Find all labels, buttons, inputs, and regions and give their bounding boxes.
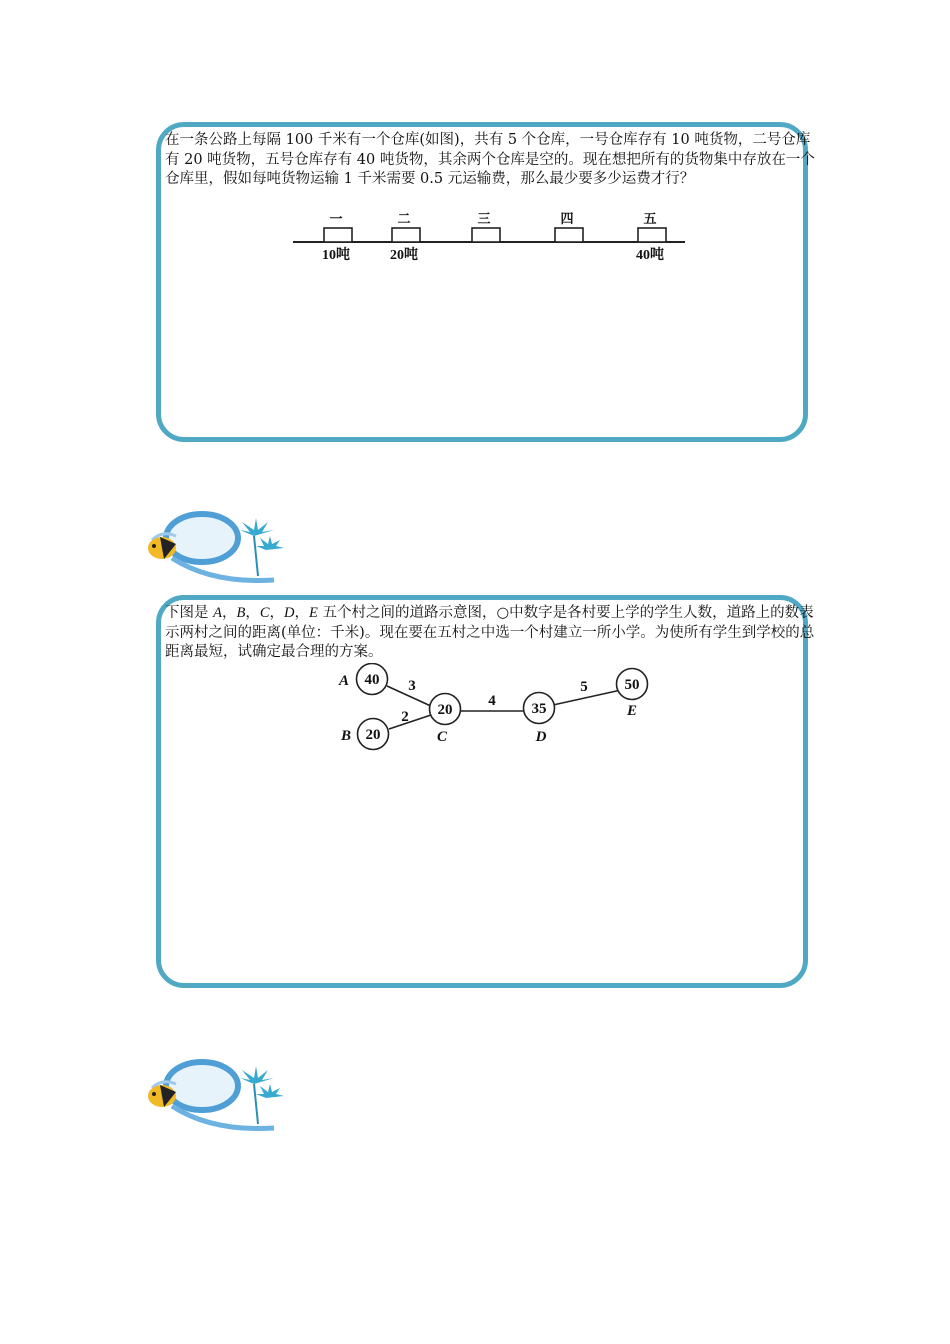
question-card-1 xyxy=(156,122,815,442)
village-A xyxy=(338,664,388,695)
village-E-name: E xyxy=(626,703,638,719)
question-2-text: 下图是 A，B，C，D，E 五个村之间的道路示意图，○中数字是各村要上学的学生人数，道路上的数表示两村之间的距离(单位：千米)。现在要在五村之中选一个村建立一所小学。为使所有学生到学校的总距离最短，试确定最合理的方案。 xyxy=(165,605,815,660)
village-D-students: 35 xyxy=(531,701,547,717)
palm-tree-icon xyxy=(240,518,284,576)
village-B-name: B xyxy=(340,728,352,744)
village-D-name: D xyxy=(535,729,547,745)
question-1-text: 在一条公路上每隔 100 千米有一个仓库(如图)，共有 5 个仓库，一号仓库存有 10 吨货物，二号仓库有 20 吨货物，五号仓库存有 40 吨货物，其余两个仓库是空的。现在想把所有的货物集中存放在一个仓库里，假如每吨货物运输 1 千米需要 0.5 元运输费，那么最少要多少运费才行？ xyxy=(165,132,815,187)
village-C-name: C xyxy=(436,729,448,745)
road-D-E-distance: 5 xyxy=(580,679,588,695)
village-D xyxy=(524,693,555,746)
road-B-C-distance: 2 xyxy=(401,709,409,725)
village-A-students: 40 xyxy=(364,672,380,688)
village-road-diagram xyxy=(331,663,651,758)
warehouse-2 xyxy=(390,211,420,263)
road-C-D-distance: 4 xyxy=(488,693,496,709)
village-C-students: 20 xyxy=(437,702,453,718)
road-B-C xyxy=(389,715,431,729)
village-E xyxy=(617,669,648,720)
fish-icon xyxy=(148,1085,176,1107)
village-C xyxy=(430,694,461,746)
decoration-fish-palm-1 xyxy=(142,506,284,588)
palm-tree-icon xyxy=(240,1066,284,1124)
fish-icon xyxy=(148,537,176,559)
warehouse-4 xyxy=(555,211,583,242)
warehouse-1 xyxy=(322,211,352,263)
warehouse-3 xyxy=(472,211,500,242)
warehouse-1-cargo: 10吨 xyxy=(322,248,350,263)
warehouse-1-label: 一 xyxy=(329,211,343,226)
village-B xyxy=(340,719,389,750)
road-A-C-distance: 3 xyxy=(408,678,416,694)
warehouse-2-cargo: 20吨 xyxy=(390,248,418,263)
warehouse-diagram xyxy=(291,205,691,265)
warehouse-4-label: 四 xyxy=(560,211,574,226)
warehouse-5-label: 五 xyxy=(643,211,657,226)
village-A-name: A xyxy=(338,673,350,689)
warehouse-5 xyxy=(636,211,666,263)
decoration-fish-palm-2 xyxy=(142,1054,284,1136)
warehouse-3-label: 三 xyxy=(477,211,491,226)
village-E-students: 50 xyxy=(624,677,640,693)
village-B-students: 20 xyxy=(365,727,381,743)
question-card-2 xyxy=(156,595,815,988)
warehouse-2-label: 二 xyxy=(397,211,411,226)
warehouse-5-cargo: 40吨 xyxy=(636,248,664,263)
